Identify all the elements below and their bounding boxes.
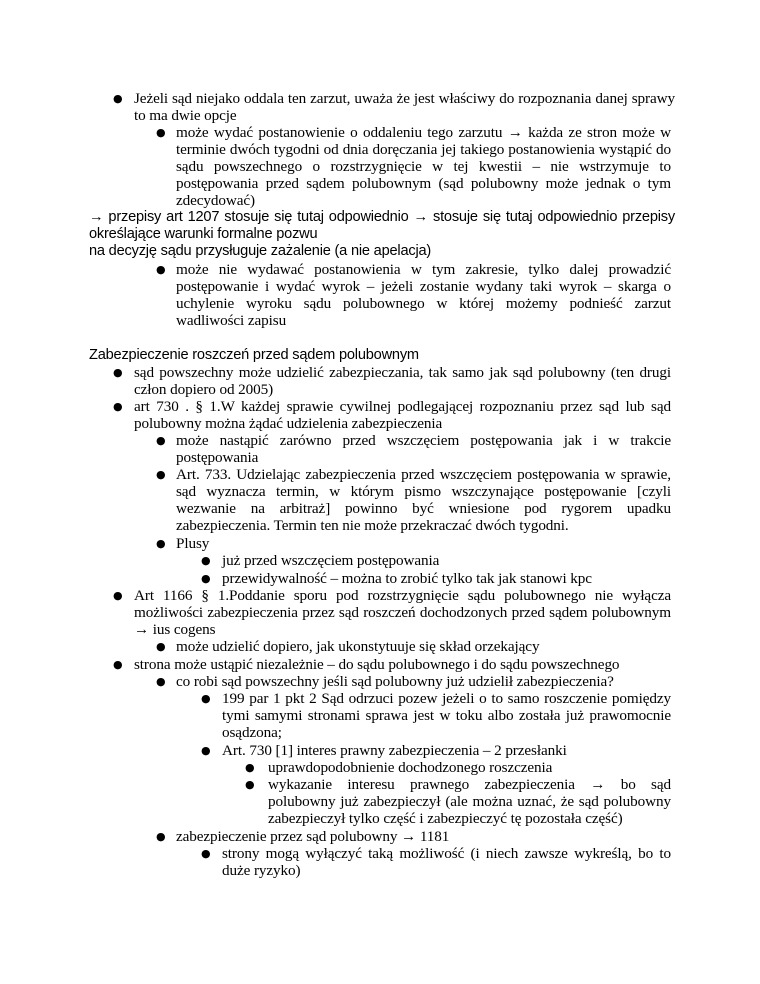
bullet-icon: ● [201,692,211,705]
list-item: przewidywalność – można to zrobić tylko tak jak stanowi kpc [222,570,592,587]
bullet-icon: ● [113,589,123,602]
bullet-icon: ● [156,434,166,447]
list-item: Art. 733. Udzielając zabezpieczenia przed wszczęciem postępowania w sprawie, sąd wyznacza termin, w którym pismo wszczynające postępowanie [czyli wezwanie na arbitraż] powinno być wniesione pod rygorem upadku zabezpieczenia. Termin ten nie może przekraczać dwóch tygodni. [176,466,671,534]
bullet-icon: ● [156,830,166,843]
list-item: strony mogą wyłączyć taką możliwość (i niech zawsze wykreślą, bo to duże ryzyko) [222,845,671,879]
bullet-icon: ● [201,572,211,585]
list-item: może nie wydawać postanowienia w tym zakresie, tylko dalej prowadzić postępowanie i wydać wyrok – jeżeli zostanie wydany taki wyrok – skarga o uchylenie wyroku sądu polubownego w której możemy podnieść zarzut wadliwości zapisu [176,261,671,329]
bullet-icon: ● [245,761,255,774]
bullet-icon: ● [156,126,166,139]
list-item: Art 1166 § 1.Poddanie sporu pod rozstrzygnięcie sądu polubownego nie wyłącza możliwości zabezpieczenia przez sąd roszczeń dochodzonych przed sądem polubownym → ius cogens [134,587,671,638]
list-item: może wydać postanowienie o oddaleniu tego zarzutu → każda ze stron może w terminie dwóch tygodni od dnia doręczania jej takiego postanowienia wystąpić do sądu powszechnego o rozstrzygnięcie w tej kwestii – nie wstrzymuje to postępowania przed sądem polubownym (sąd polubowny może jednak o tym zdecydować) [176,124,671,209]
bullet-icon: ● [201,554,211,567]
list-item: Plusy [176,535,210,552]
bullet-icon: ● [156,263,166,276]
list-item: art 730 . § 1.W każdej sprawie cywilnej podlegającej rozpoznaniu przez sąd lub sąd polubowny można żądać udzielenia zabezpieczenia [134,398,671,432]
list-item: wykazanie interesu prawnego zabezpieczenia → bo sąd polubowny już zabezpieczył (ale można uznać, że sąd polubowny zabezpieczył tylko część i zabezpieczyć tę pozostała część) [268,776,671,827]
bullet-icon: ● [113,658,123,671]
note-paragraph: → przepisy art 1207 stosuje się tutaj odpowiednio → stosuje się tutaj odpowiednio przepisy określające warunki formalne pozwu [89,209,675,242]
list-item: może nastąpić zarówno przed wszczęciem postępowania jak i w trakcie postępowania [176,432,671,466]
bullet-icon: ● [156,537,166,550]
list-item: może udzielić dopiero, jak ukonstytuuje się skład orzekający [176,638,540,655]
bullet-icon: ● [113,400,123,413]
list-item: uprawdopodobnienie dochodzonego roszczenia [268,759,553,776]
section-heading: Zabezpieczenie roszczeń przed sądem polubownym [89,347,419,363]
list-item: sąd powszechny może udzielić zabezpieczania, tak samo jak sąd polubowny (ten drugi człon dopiero od 2005) [134,364,671,398]
list-item: co robi sąd powszechny jeśli sąd polubowny już udzielił zabezpieczenia? [176,673,614,690]
list-item: Art. 730 [1] interes prawny zabezpieczenia – 2 przesłanki [222,742,567,759]
list-item: Jeżeli sąd niejako oddala ten zarzut, uważa że jest właściwy do rozpoznania danej sprawy to ma dwie opcje [134,90,675,124]
bullet-icon: ● [201,847,211,860]
list-item: zabezpieczenie przez sąd polubowny → 1181 [176,828,450,845]
bullet-icon: ● [156,640,166,653]
list-item: strona może ustąpić niezależnie – do sądu polubownego i do sądu powszechnego [134,656,620,673]
list-item: już przed wszczęciem postępowania [222,552,440,569]
note-line: na decyzję sądu przysługuje zażalenie (a nie apelacja) [89,243,432,259]
bullet-icon: ● [156,468,166,481]
bullet-icon: ● [201,744,211,757]
bullet-icon: ● [113,366,123,379]
list-item: 199 par 1 pkt 2 Sąd odrzuci pozew jeżeli o to samo roszczenie pomiędzy tymi samymi stronami sprawa jest w toku albo została już prawomocnie osądzona; [222,690,671,741]
bullet-icon: ● [113,92,123,105]
bullet-icon: ● [156,675,166,688]
bullet-icon: ● [245,778,255,791]
